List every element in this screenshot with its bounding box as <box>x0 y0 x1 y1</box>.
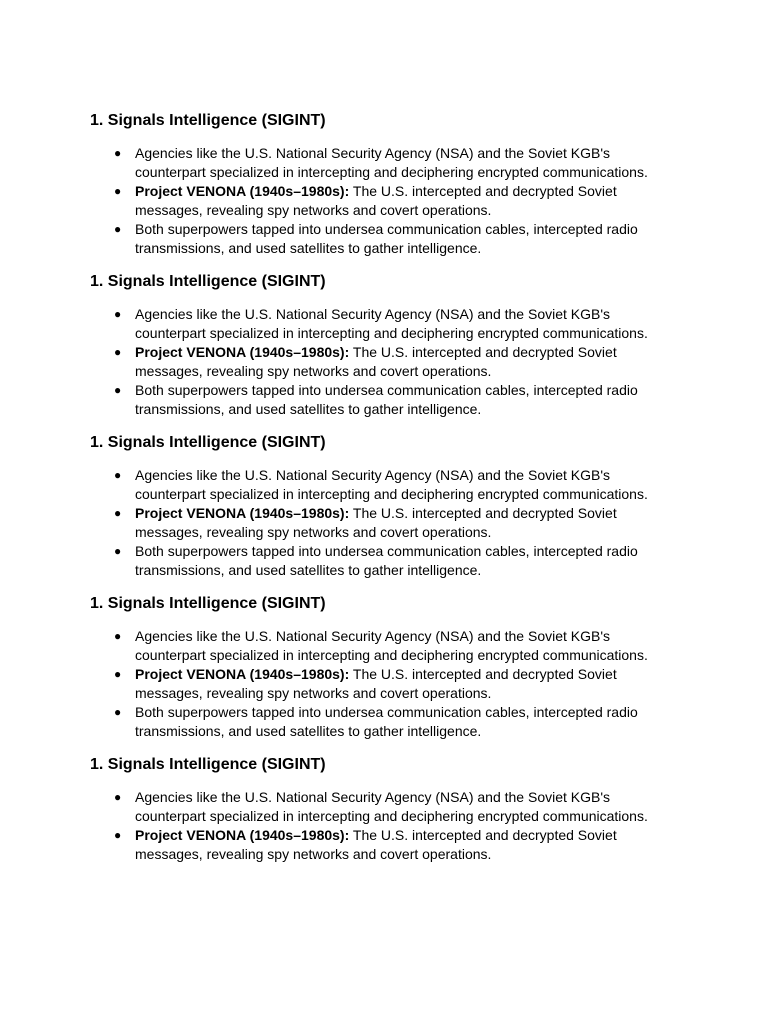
bullet-text: Agencies like the U.S. National Security Agency (NSA) and the Soviet KGB's counterpart specialized in intercepting and deciphering encrypted communications. <box>135 628 648 663</box>
bullet-text: Both superpowers tapped into undersea communication cables, intercepted radio transmissions, and used satellites to gather intelligence. <box>135 221 638 256</box>
bullet-item <box>90 381 655 419</box>
section-2 <box>90 271 690 419</box>
bullet-bold-text: Project VENONA (1940s–1980s): <box>135 666 350 682</box>
bullet-item <box>90 305 655 343</box>
section-4 <box>90 593 690 741</box>
bullet-dot-icon: ● <box>114 506 122 520</box>
section-heading: 1. Signals Intelligence (SIGINT) <box>90 595 326 612</box>
bullet-text: Agencies like the U.S. National Security Agency (NSA) and the Soviet KGB's counterpart specialized in intercepting and deciphering encrypted communications. <box>135 789 648 824</box>
bullet-text: The U.S. intercepted and decrypted Soviet messages, revealing spy networks and covert operations. <box>135 827 617 862</box>
bullet-text: The U.S. intercepted and decrypted Soviet messages, revealing spy networks and covert operations. <box>135 666 617 701</box>
bullet-item <box>90 788 655 826</box>
bullet-dot-icon: ● <box>114 146 122 160</box>
bullet-dot-icon: ● <box>114 828 122 842</box>
section-3 <box>90 432 690 580</box>
bullet-text: Agencies like the U.S. National Security Agency (NSA) and the Soviet KGB's counterpart specialized in intercepting and deciphering encrypted communications. <box>135 306 648 341</box>
bullet-item <box>90 504 655 542</box>
section-5 <box>90 754 690 864</box>
section-1 <box>90 110 690 258</box>
bullet-bold-text: Project VENONA (1940s–1980s): <box>135 344 350 360</box>
bullet-dot-icon: ● <box>114 222 122 236</box>
bullet-dot-icon: ● <box>114 307 122 321</box>
bullet-text: Agencies like the U.S. National Security Agency (NSA) and the Soviet KGB's counterpart specialized in intercepting and deciphering encrypted communications. <box>135 467 648 502</box>
bullet-dot-icon: ● <box>114 705 122 719</box>
bullet-dot-icon: ● <box>114 544 122 558</box>
bullet-list <box>90 144 690 258</box>
bullet-bold-text: Project VENONA (1940s–1980s): <box>135 183 350 199</box>
bullet-bold-text: Project VENONA (1940s–1980s): <box>135 505 350 521</box>
bullet-item <box>90 826 655 864</box>
bullet-item <box>90 220 655 258</box>
bullet-dot-icon: ● <box>114 667 122 681</box>
bullet-text: Both superpowers tapped into undersea communication cables, intercepted radio transmissions, and used satellites to gather intelligence. <box>135 704 638 739</box>
bullet-list <box>90 305 690 419</box>
bullet-dot-icon: ● <box>114 790 122 804</box>
bullet-text: Both superpowers tapped into undersea communication cables, intercepted radio transmissions, and used satellites to gather intelligence. <box>135 543 638 578</box>
bullet-dot-icon: ● <box>114 629 122 643</box>
bullet-dot-icon: ● <box>114 184 122 198</box>
bullet-item <box>90 627 655 665</box>
bullet-item <box>90 182 655 220</box>
bullet-bold-text: Project VENONA (1940s–1980s): <box>135 827 350 843</box>
bullet-item <box>90 466 655 504</box>
bullet-text: The U.S. intercepted and decrypted Soviet messages, revealing spy networks and covert operations. <box>135 505 617 540</box>
bullet-item <box>90 343 655 381</box>
section-heading: 1. Signals Intelligence (SIGINT) <box>90 112 326 129</box>
bullet-item <box>90 703 655 741</box>
document-content <box>90 110 690 864</box>
bullet-list <box>90 627 690 741</box>
bullet-item <box>90 542 655 580</box>
bullet-dot-icon: ● <box>114 345 122 359</box>
section-heading: 1. Signals Intelligence (SIGINT) <box>90 434 326 451</box>
bullet-text: The U.S. intercepted and decrypted Soviet messages, revealing spy networks and covert operations. <box>135 344 617 379</box>
bullet-dot-icon: ● <box>114 468 122 482</box>
section-heading: 1. Signals Intelligence (SIGINT) <box>90 756 326 773</box>
bullet-list <box>90 788 690 864</box>
bullet-text: The U.S. intercepted and decrypted Soviet messages, revealing spy networks and covert operations. <box>135 183 617 218</box>
bullet-text: Agencies like the U.S. National Security Agency (NSA) and the Soviet KGB's counterpart specialized in intercepting and deciphering encrypted communications. <box>135 145 648 180</box>
bullet-text: Both superpowers tapped into undersea communication cables, intercepted radio transmissions, and used satellites to gather intelligence. <box>135 382 638 417</box>
bullet-list <box>90 466 690 580</box>
section-heading: 1. Signals Intelligence (SIGINT) <box>90 273 326 290</box>
bullet-dot-icon: ● <box>114 383 122 397</box>
bullet-item <box>90 144 655 182</box>
bullet-item <box>90 665 655 703</box>
